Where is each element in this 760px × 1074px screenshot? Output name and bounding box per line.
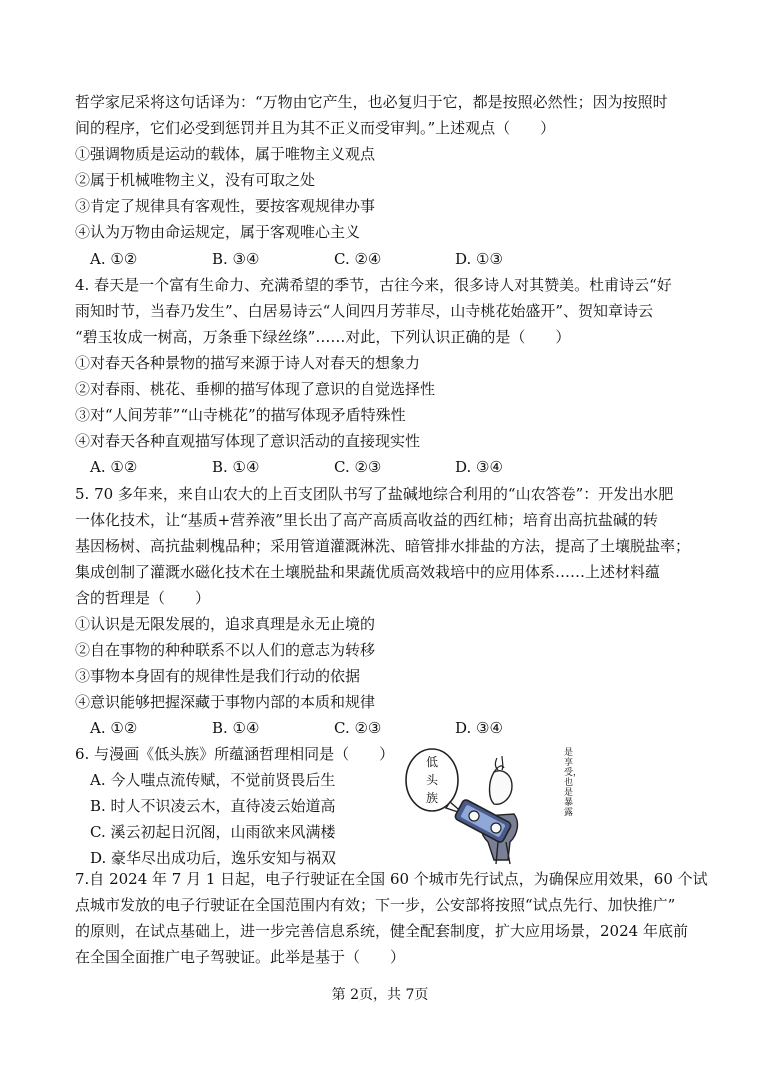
cartoon-illustration: [398, 738, 583, 868]
q4-option-a: A. ①②: [90, 458, 138, 476]
q5-statement-4: ④意识能够把握深藏于事物内部的本质和规律: [75, 693, 376, 711]
q4-option-b: B. ①④: [212, 458, 260, 476]
cartoon-caption: 是享受，也是暴露: [564, 748, 583, 818]
q5-option-b: B. ①④: [212, 719, 260, 737]
q6-stem: 6. 与漫画《低头族》所蕴涵哲理相同是（ ）: [75, 745, 395, 763]
q4-statement-3: ③对“人间芳菲”“山寺桃花”的描写体现矛盾特殊性: [75, 406, 406, 424]
q6-option-c: C. 溪云初起日沉阁，山雨欲来风满楼: [90, 823, 336, 841]
q5-line-1: 5. 70 多年来，来自山农大的上百支团队书写了盐碱地综合利用的“山农答卷”：开发出水肥: [75, 485, 674, 503]
q5-statement-2: ②自在事物的种种联系不以人们的意志为转移: [75, 641, 376, 659]
cartoon-title-char-3: 族: [425, 791, 439, 805]
q6-option-a: A. 今人嗤点流传赋，不觉前贤畏后生: [90, 771, 336, 789]
q6-option-b: B. 时人不识凌云木，直待凌云始道高: [90, 797, 336, 815]
q5-option-c: C. ②③: [334, 719, 382, 737]
q4-line-1: 4. 春天是一个富有生命力、充满希望的季节，古往今来，很多诗人对其赞美。杜甫诗云“好: [75, 276, 672, 294]
cartoon-title-char-1: 低: [425, 755, 439, 769]
q5-statement-3: ③事物本身固有的规律性是我们行动的依据: [75, 667, 361, 685]
q3-statement-2: ②属于机械唯物主义，没有可取之处: [75, 171, 316, 189]
q4-statement-4: ④对春天各种直观描写体现了意识活动的直接现实性: [75, 432, 421, 450]
q5-statement-1: ①认识是无限发展的，追求真理是永无止境的: [75, 615, 376, 633]
q5-option-a: A. ①②: [90, 719, 138, 737]
left-hand: [469, 811, 479, 821]
q7-line-3: 的原则，在试点基础上，进一步完善信息系统，健全配套制度，扩大应用场景，2024 年底前: [75, 922, 688, 940]
q5-line-5: 含的哲理是（ ）: [75, 589, 211, 607]
q3-statement-3: ③肯定了规律具有客观性，要按客观规律办事: [75, 197, 376, 215]
q5-line-2: 一体化技术，让“基质+营养液”里长出了高产高质高收益的西红柿；培育出高抗盐碱的转: [75, 511, 658, 529]
cartoon-title-char-2: 头: [425, 773, 439, 787]
q3-statement-4: ④认为万物由命运规定，属于客观唯心主义: [75, 223, 361, 241]
q3-line-2: 间的程序，它们必受到惩罚并且为其不正义而受审判。”上述观点（ ）: [75, 119, 556, 137]
person-head: [490, 771, 513, 805]
cartoon-low-head-tribe: [398, 738, 583, 868]
q3-option-c: C. ②④: [334, 250, 382, 268]
q3-option-a: A. ①②: [90, 250, 138, 268]
page-number: 第 2页，共 7页: [331, 987, 429, 1003]
q6-option-d: D. 豪华尽出成功后，逸乐安知与祸双: [90, 849, 337, 867]
q4-line-2: 雨知时节，当春乃发生”、白居易诗云“人间四月芳菲尽，山寺桃花始盛开”、贺知章诗云: [75, 302, 654, 320]
q3-statement-1: ①强调物质是运动的载体，属于唯物主义观点: [75, 145, 376, 163]
q5-line-4: 集成创制了灌溉水磁化技术在土壤脱盐和果蔬优质高效栽培中的应用体系……上述材料蕴: [75, 563, 661, 581]
q3-line-1: 哲学家尼采将这句话译为：“万物由它产生，也必复归于它，都是按照必然性；因为按照时: [75, 93, 668, 111]
right-hand: [491, 823, 501, 833]
q4-option-d: D. ③④: [455, 458, 503, 476]
q3-option-b: B. ③④: [212, 250, 260, 268]
q5-option-d: D. ③④: [455, 719, 503, 737]
q7-line-1: 7.自 2024 年 7 月 1 日起，电子行驶证在全国 60 个城市先行试点，为确保应用效果，60 个试: [75, 870, 708, 888]
q5-line-3: 基因杨树、高抗盐刺槐品种；采用管道灌溉淋洗、暗管排水排盐的方法，提高了土壤脱盐率；: [75, 537, 691, 555]
q4-statement-2: ②对春雨、桃花、垂柳的描写体现了意识的自觉选择性: [75, 380, 436, 398]
q7-line-4: 在全国全面推广电子驾驶证。此举是基于（ ）: [75, 948, 406, 966]
q4-statement-1: ①对春天各种景物的描写来源于诗人对春天的想象力: [75, 354, 421, 372]
q4-option-c: C. ②③: [334, 458, 382, 476]
q3-option-d: D. ①③: [455, 250, 503, 268]
q7-line-2: 点城市发放的电子行驶证在全国范围内有效；下一步，公安部将按照“试点先行、加快推广”: [75, 896, 676, 914]
q4-line-3: “碧玉妆成一树高，万条垂下绿丝绦”……对此，下列认识正确的是（ ）: [75, 328, 571, 346]
